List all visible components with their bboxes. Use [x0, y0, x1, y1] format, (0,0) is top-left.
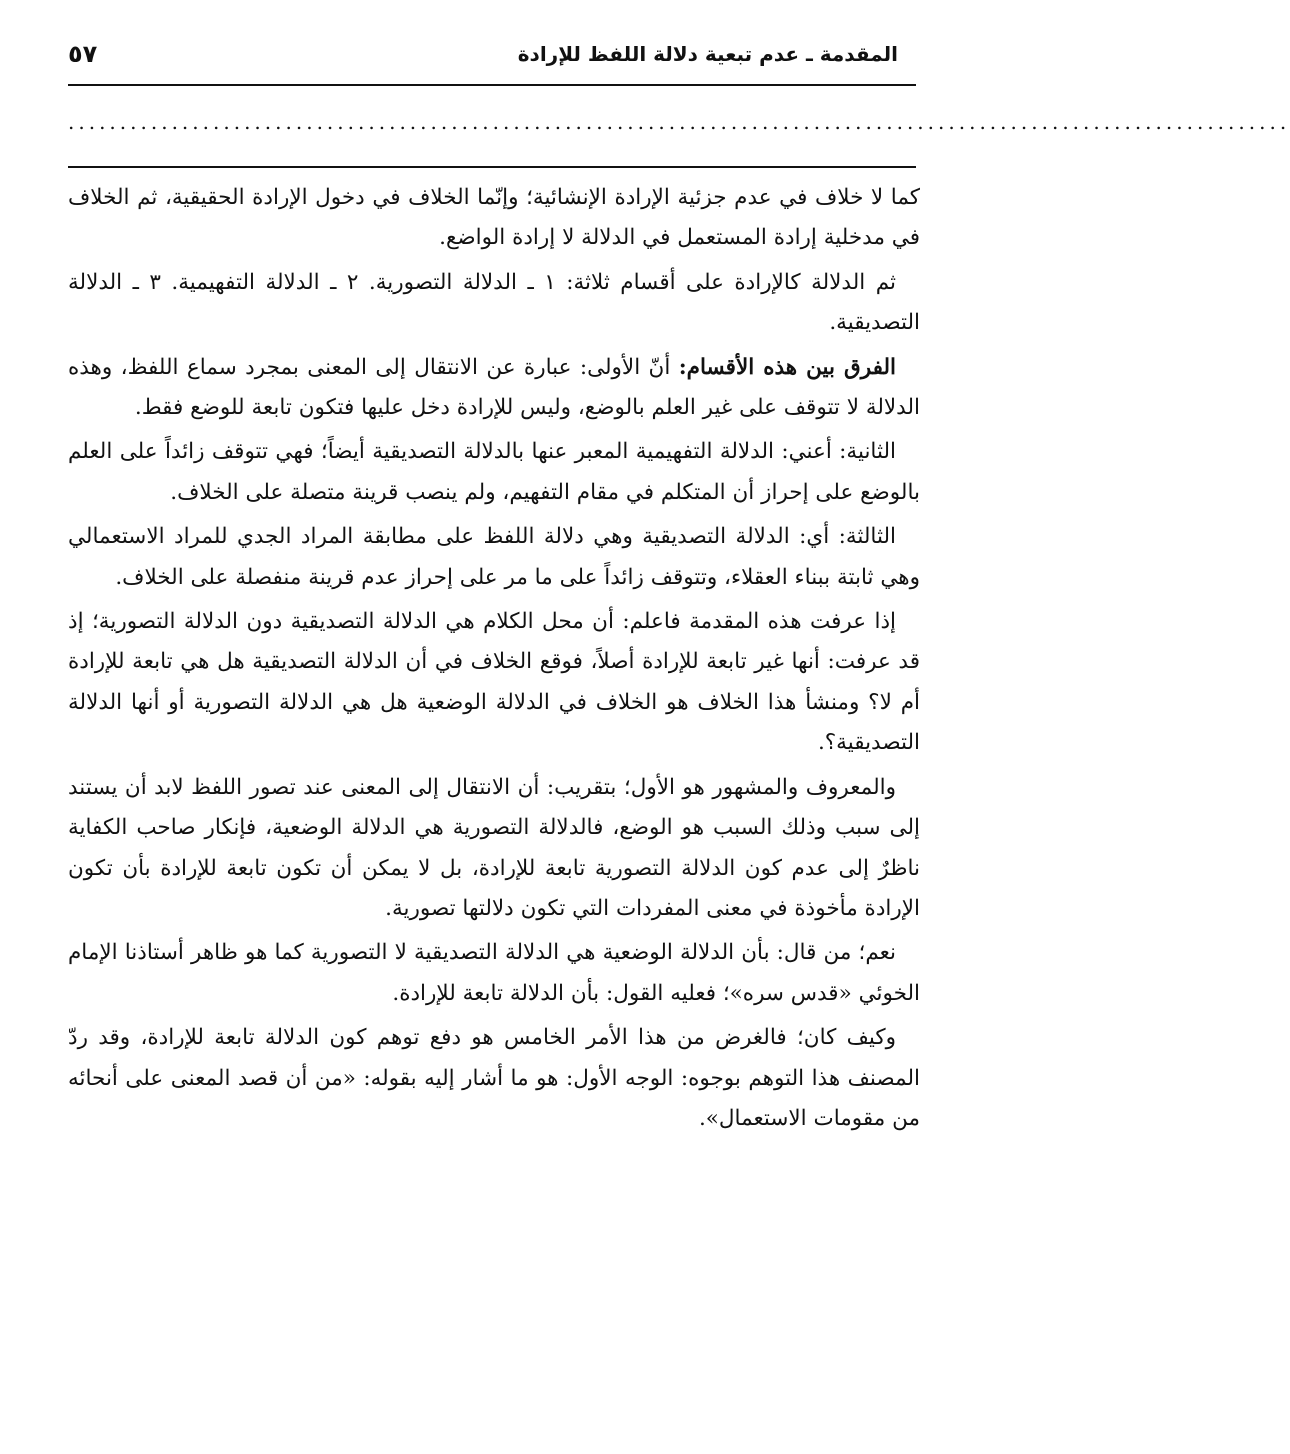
paragraph-text: والمعروف والمشهور هو الأول؛ بتقريب: أن الانتقال إلى المعنى عند تصور اللفظ لابد أن يستند إلى سبب وذلك السبب هو الوضع، فالدلالة التصورية هي الدلالة الوضعية، فإنكار صاحب الكفاية ناظرٌ إلى عدم كون الدلالة التصورية تابعة للإرادة، بل لا يمكن أن تكون تابعة للإرادة بأن تكون الإرادة مأخوذة في معنى المفردات التي تكون دلالتها تصورية. [68, 774, 920, 921]
paragraph-text: ثم الدلالة كالإرادة على أقسام ثلاثة: ١ ـ الدلالة التصورية. ٢ ـ الدلالة التفهيمية. ٣ ـ الدلالة التصديقية. [68, 269, 920, 336]
paragraph [68, 1018, 920, 1139]
running-title: المقدمة ـ عدم تبعية دلالة اللفظ للإرادة [517, 42, 898, 66]
paragraph [68, 432, 920, 513]
paragraph-text: الثانية: أعني: الدلالة التفهيمية المعبر عنها بالدلالة التصديقية أيضاً؛ فهي تتوقف زائداً على العلم بالوضع على إحراز أن المتكلم في مقام التفهيم، ولم ينصب قرينة متصلة على الخلاف. [68, 439, 920, 505]
elision-dots: ...................................................................................................................... [68, 110, 1290, 134]
paragraph [68, 517, 920, 598]
paragraph-text: نعم؛ من قال: بأن الدلالة الوضعية هي الدلالة التصديقية لا التصورية كما هو ظاهر أستاذنا الإمام الخوئي «قدس سره»؛ فعليه القول: بأن الدلالة تابعة للإرادة. [68, 940, 920, 1006]
paragraph [68, 178, 920, 259]
paragraph-lead: الفرق بين هذه الأقسام: [678, 354, 896, 380]
paragraph [68, 933, 920, 1014]
paragraph [68, 602, 920, 764]
paragraph-text: إذا عرفت هذه المقدمة فاعلم: أن محل الكلام هي الدلالة التصديقية دون الدلالة التصورية؛ إذ قد عرفت: أنها غير تابعة للإرادة أصلاً، فوقع الخلاف في أن الدلالة التصديقية هل هي تابعة للإرادة أم لا؟ ومنشأ هذا الخلاف هو الخلاف في الدلالة الوضعية هل هي الدلالة التصورية أو أنها الدلالة التصديقية؟. [68, 609, 920, 756]
header-rule [68, 84, 916, 86]
paragraph-text: أنّ الأولى: عبارة عن الانتقال إلى المعنى بمجرد سماع اللفظ، وهذه الدلالة لا تتوقف على غير العلم بالوضع، وليس للإرادة دخل عليها فتكون تابعة للوضع فقط. [68, 354, 920, 421]
page-header [68, 36, 916, 76]
page-number: ٥٧ [68, 40, 98, 68]
paragraph [68, 263, 920, 344]
text-separator-rule [68, 166, 916, 168]
paragraph-text: كما لا خلاف في عدم جزئية الإرادة الإنشائية؛ وإنّما الخلاف في دخول الإرادة الحقيقية، ثم الخلاف في مدخلية إرادة المستعمل في الدلالة لا إرادة الواضع. [68, 185, 920, 251]
paragraph-text: الثالثة: أي: الدلالة التصديقية وهي دلالة اللفظ على مطابقة المراد الجدي للمراد الاستعمالي وهي ثابتة ببناء العقلاء، وتتوقف زائداً على ما مر على إحراز عدم قرينة منفصلة على الخلاف. [68, 524, 920, 590]
paragraph [68, 348, 920, 429]
paragraph-text: وكيف كان؛ فالغرض من هذا الأمر الخامس هو دفع توهم كون الدلالة تابعة للإرادة، وقد ردّ المصنف هذا التوهم بوجوه: الوجه الأول: هو ما أشار إليه بقوله: «من أن قصد المعنى على أنحائه من مقومات الاستعمال». [68, 1025, 920, 1131]
body-text [68, 178, 920, 1143]
paragraph [68, 768, 920, 930]
